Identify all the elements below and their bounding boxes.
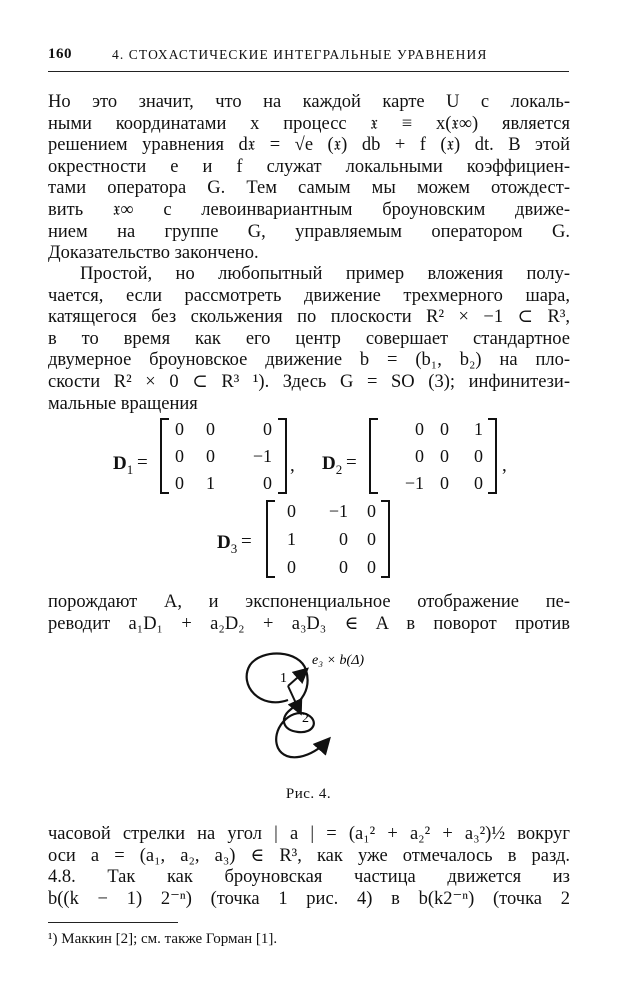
footnote: ¹) Маккин [2]; см. также Горман [1]. [48,931,278,947]
text-line: нием на группе G, управляемым оператором G. [48,221,570,242]
text-line: 4.8. Так как броуновская частица движется из [48,867,570,888]
text-line: решением уравнения d𝔵 = √e (𝔵) db + f (𝔵) dt. В этой [48,135,570,156]
matrix-label: $D_1$ [113,453,134,477]
paragraph-1 [48,92,570,265]
matrix-cell: 0 [367,557,376,577]
text-line: Но это значит, что на каждой карте U с локаль- [48,92,570,112]
header-rule [48,71,569,72]
equals-sign: = [346,452,357,473]
comma: , [290,455,295,476]
matrix-cell: 0 [339,557,348,577]
matrix-cell: 0 [440,419,449,439]
text-line: окрестности e и f служат локальными коэффициен- [48,156,570,177]
figure-point-1: 1 [280,671,287,686]
matrix-label: $D_3$ [217,532,238,556]
matrix-cell: 0 [440,473,449,493]
matrix-cell: 0 [175,473,184,493]
arrow-1-to-2 [288,686,300,712]
matrix-cell: 0 [474,446,483,466]
page-number: 160 [48,46,72,62]
equals-sign: = [241,531,252,552]
text-line: тами оператора G. Тем самым мы можем отождест- [48,178,570,199]
matrix-cell: 0 [206,446,215,466]
matrix-cell: −1 [328,501,348,521]
matrix-cell: 0 [440,446,449,466]
chapter-title: 4. СТОХАСТИЧЕСКИЕ ИНТЕГРАЛЬНЫЕ УРАВНЕНИЯ [112,47,488,62]
matrix-cell: 0 [175,446,184,466]
text-line: скости R² × 0 ⊂ R³ ¹). Здесь G = SO (3); инфинитези- [48,371,570,392]
matrix-cell: 0 [367,529,376,549]
matrix-cell: 0 [287,557,296,577]
matrix-cell: 1 [206,473,215,493]
matrix-cell: 0 [415,419,424,439]
matrix-cell: 1 [287,529,296,549]
comma: , [502,455,507,476]
matrix-cell: 0 [263,419,272,439]
text-line: часовой стрелки на угол | a | = (a₁² + a₂² + a₃²)½ вокруг [48,824,570,844]
text-line: Доказательство закончено. [48,243,259,264]
figure-label-top: e₃ × b(Δ) [312,653,365,668]
arrow-e3 [288,670,306,686]
paragraph-2 [48,264,570,415]
matrix-label: $D_2$ [322,453,343,477]
spiral-path [247,654,328,758]
figure-brownian-rotation [230,640,390,770]
text-line: в то время как его центр совершает стандартное [48,328,570,349]
matrix-cell: 0 [474,473,483,493]
text-line: ными координатами x процесс 𝔵 ≡ x(𝔵∞) является [48,113,570,134]
figure-point-2: 2 [302,711,309,726]
paragraph-4 [48,824,570,910]
matrix-cell: 0 [175,419,184,439]
text-line: чается, если рассмотреть движение трехмерного шара, [48,285,570,306]
text-line: двумерное броуновское движение b = (b₁, b₂) на пло- [48,350,570,371]
text-line: b((k − 1) 2⁻ⁿ) (точка 1 рис. 4) в b(k2⁻ⁿ) (точка 2 [48,888,570,909]
matrix-cell: −1 [404,473,424,493]
text-line: оси a = (a₁, a₂, a₃) ∈ R³, как уже отмечалось в разд. [48,845,570,866]
matrix-cell: 0 [415,446,424,466]
text-line: вить 𝔵∞ с левоинвариантным броуновским движе- [48,199,570,220]
matrix-cell: 0 [287,501,296,521]
text-line: реводит a₁D₁ + a₂D₂ + a₃D₃ ∈ A в поворот против [48,613,570,634]
text-line: порождают A, и экспоненциальное отображение пе- [48,592,570,612]
text-line: мальные вращения [48,393,198,414]
text-line: Простой, но любопытный пример вложения полу- [80,264,570,284]
matrix-cell: 0 [263,473,272,493]
matrix-cell: −1 [252,446,272,466]
paragraph-3 [48,592,570,635]
matrix-cell: 0 [339,529,348,549]
footnote-rule [48,922,178,923]
matrix-cell: 0 [206,419,215,439]
text-line: катящегося без скольжения по плоскости R² × −1 ⊂ R³, [48,307,570,328]
matrix-cell: 1 [474,419,483,439]
matrix-cell: 0 [367,501,376,521]
equals-sign: = [137,452,148,473]
figure-caption: Рис. 4. [285,786,332,802]
